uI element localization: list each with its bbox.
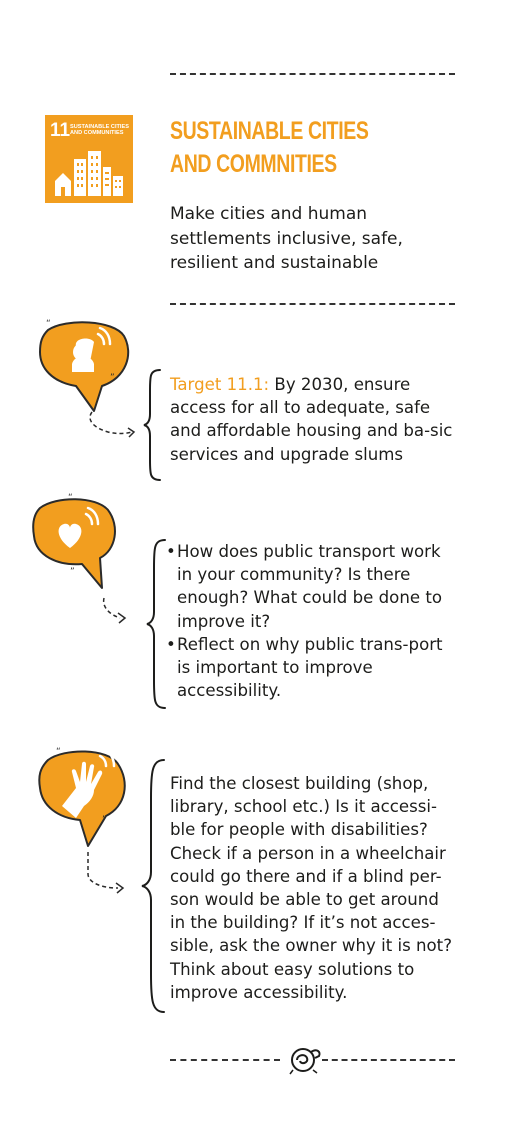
page-subtitle: Make cities and human settlements inclusive, safe, resilient and sustainable — [170, 204, 403, 273]
svg-text:“: “ — [46, 319, 51, 329]
question-item: • How does public transport work in your community? Is there enough? What could be done to improve it? — [165, 540, 455, 633]
page-title — [170, 115, 368, 181]
svg-text:“: “ — [68, 493, 73, 503]
target-body: By 2030, ensure access for all to adequate, safe and affordable housing and ba-sic services and upgrade slums — [170, 375, 453, 464]
sdg-label: SUSTAINABLE CITIES AND COMMUNITIES — [70, 124, 129, 137]
target-text — [170, 373, 455, 466]
svg-text:”: ” — [110, 373, 115, 383]
heart-speech-bubble-icon — [30, 490, 142, 626]
activity-text: Find the closest building (shop, library, school etc.) Is it accessi-ble for people with disabilities? Check if a person in a wheelchair could go there and if a blind per-son would be able to get around in the building? If it’s not acces-sible, ask the owner why it is not? Think about easy solutions to improve accessibility. — [170, 774, 452, 1002]
svg-text:“: “ — [56, 747, 61, 757]
divider-middle — [170, 303, 455, 305]
brace-activity — [140, 758, 168, 1014]
question-list — [165, 540, 455, 702]
swirl-logo-icon — [287, 1044, 325, 1076]
svg-text:”: ” — [70, 567, 75, 577]
brace-target — [142, 368, 164, 483]
divider-top — [170, 73, 455, 75]
sdg-goal-tile — [45, 115, 133, 203]
head-speech-bubble-icon — [36, 316, 148, 440]
raised-hand-speech-bubble-icon — [36, 742, 148, 898]
svg-text:”: ” — [102, 815, 107, 825]
question-item: • Reflect on why public trans-port is important to improve accessibility. — [165, 633, 455, 703]
sdg-number: 11 — [50, 120, 71, 141]
divider-bottom-right — [322, 1059, 455, 1061]
target-label: Target 11.1: — [170, 375, 270, 394]
divider-bottom-left — [170, 1059, 280, 1061]
city-buildings-icon — [55, 149, 123, 197]
title-line-2: AND COMMNITIES — [170, 150, 337, 178]
title-line-1: SUSTAINABLE CITIES — [170, 117, 369, 145]
